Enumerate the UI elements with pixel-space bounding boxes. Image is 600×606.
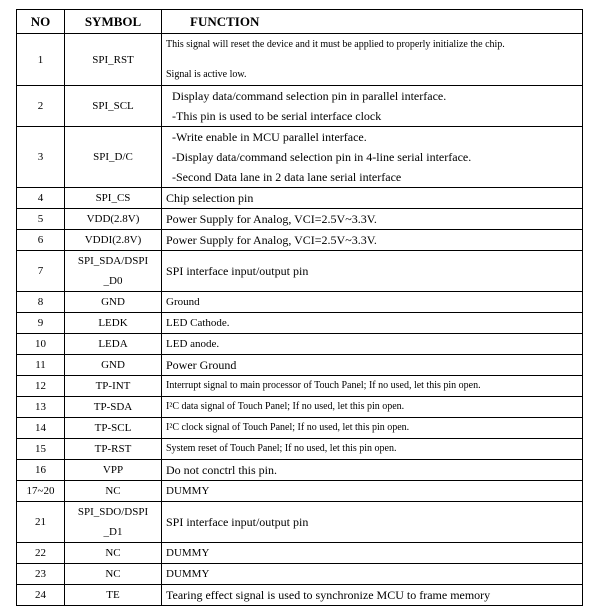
pin-symbol: NC: [65, 543, 162, 564]
table-row: [17, 418, 583, 439]
symbol-line: SPI_SDA/DSPI: [77, 255, 149, 267]
pin-function: [162, 292, 583, 313]
pin-symbol: VPP: [65, 460, 162, 481]
function-line: Do not conctrl this pin.: [166, 463, 277, 477]
function-line: -Display data/command selection pin in 4-line serial interface.: [172, 150, 472, 164]
function-line: I²C data signal of Touch Panel; If no used, let this pin open.: [166, 401, 405, 412]
pin-function: [162, 585, 583, 606]
header-function: FUNCTION: [162, 10, 583, 34]
pin-function: [162, 34, 583, 86]
pin-number: 23: [17, 564, 65, 585]
function-line: Tearing effect signal is used to synchronize MCU to frame memory: [166, 588, 491, 602]
header-row: [17, 10, 583, 34]
pin-function: [162, 543, 583, 564]
pin-number: 7: [17, 251, 65, 292]
symbol-line: _D0: [103, 275, 123, 287]
pin-function: [162, 502, 583, 543]
header-no: NO: [17, 10, 65, 34]
pin-symbol: TP-RST: [65, 439, 162, 460]
table-row: [17, 292, 583, 313]
function-line: Power Supply for Analog, VCI=2.5V~3.3V.: [166, 233, 377, 247]
table-row: [17, 34, 583, 86]
pin-symbol: [65, 251, 162, 292]
symbol-line: SPI_SDO/DSPI: [77, 506, 149, 518]
table-row: [17, 209, 583, 230]
pin-function: [162, 313, 583, 334]
function-line: DUMMY: [166, 485, 210, 497]
pin-symbol: TP-INT: [65, 376, 162, 397]
pin-symbol: VDDI(2.8V): [65, 230, 162, 251]
table-row: [17, 251, 583, 292]
table-row: [17, 355, 583, 376]
pin-symbol: TP-SCL: [65, 418, 162, 439]
function-line: Display data/command selection pin in parallel interface.: [172, 89, 447, 103]
table-row: [17, 585, 583, 606]
pin-symbol: NC: [65, 564, 162, 585]
function-line: Power Ground: [166, 358, 237, 372]
pin-symbol: TP-SDA: [65, 397, 162, 418]
table-row: [17, 86, 583, 127]
pin-number: 13: [17, 397, 65, 418]
function-line: -Second Data lane in 2 data lane serial interface: [172, 170, 402, 184]
function-line: -Write enable in MCU parallel interface.: [172, 130, 367, 144]
pin-symbol: TE: [65, 585, 162, 606]
table-row: [17, 230, 583, 251]
table-row: [17, 481, 583, 502]
pin-function: [162, 188, 583, 209]
pin-symbol: GND: [65, 355, 162, 376]
pin-number: 10: [17, 334, 65, 355]
function-line: Chip selection pin: [166, 191, 254, 205]
pin-number: 2: [17, 86, 65, 127]
table-row: [17, 564, 583, 585]
function-line: This signal will reset the device and it must be applied to properly initialize the chip.: [166, 38, 505, 50]
table-row: [17, 502, 583, 543]
pin-symbol: SPI_SCL: [65, 86, 162, 127]
table-row: [17, 334, 583, 355]
pin-number: 8: [17, 292, 65, 313]
table-row: [17, 543, 583, 564]
pin-function: [162, 209, 583, 230]
pin-function: [162, 460, 583, 481]
table-row: [17, 460, 583, 481]
pin-number: 4: [17, 188, 65, 209]
pin-number: 3: [17, 127, 65, 188]
pin-function: [162, 334, 583, 355]
pin-number: 14: [17, 418, 65, 439]
pin-function: [162, 397, 583, 418]
function-line: Ground: [166, 296, 200, 308]
pin-function: [162, 418, 583, 439]
pin-symbol: [65, 502, 162, 543]
pin-symbol: SPI_D/C: [65, 127, 162, 188]
pin-function: [162, 481, 583, 502]
pin-number: 11: [17, 355, 65, 376]
pin-number: 21: [17, 502, 65, 543]
pin-number: 16: [17, 460, 65, 481]
pin-symbol: VDD(2.8V): [65, 209, 162, 230]
symbol-line: _D1: [103, 526, 123, 538]
pin-number: 1: [17, 34, 65, 86]
function-line: System reset of Touch Panel; If no used, let this pin open.: [166, 443, 397, 454]
function-line: I²C clock signal of Touch Panel; If no used, let this pin open.: [166, 422, 410, 433]
function-line: LED anode.: [166, 338, 220, 350]
pin-symbol: LEDA: [65, 334, 162, 355]
pin-function: [162, 376, 583, 397]
pin-function: [162, 127, 583, 188]
table-row: [17, 376, 583, 397]
pin-function: [162, 86, 583, 127]
pin-function: [162, 251, 583, 292]
pin-symbol: NC: [65, 481, 162, 502]
pin-function: [162, 230, 583, 251]
pin-number: 9: [17, 313, 65, 334]
function-line: DUMMY: [166, 568, 210, 580]
table-row: [17, 127, 583, 188]
pin-number: 22: [17, 543, 65, 564]
pin-function: [162, 439, 583, 460]
pin-symbol: GND: [65, 292, 162, 313]
pin-number: 12: [17, 376, 65, 397]
pin-function: [162, 355, 583, 376]
function-line: DUMMY: [166, 547, 210, 559]
pin-number: 15: [17, 439, 65, 460]
pin-symbol: SPI_RST: [65, 34, 162, 86]
pin-number: 6: [17, 230, 65, 251]
function-line: Power Supply for Analog, VCI=2.5V~3.3V.: [166, 212, 377, 226]
table-row: [17, 188, 583, 209]
pin-symbol: SPI_CS: [65, 188, 162, 209]
function-line: SPI interface input/output pin: [166, 264, 309, 278]
function-line: Interrupt signal to main processor of Touch Panel; If no used, let this pin open.: [166, 380, 481, 391]
function-line: Signal is active low.: [166, 68, 247, 80]
pin-function: [162, 564, 583, 585]
pin-definition-table: [16, 9, 583, 606]
table-row: [17, 439, 583, 460]
function-line: SPI interface input/output pin: [166, 515, 309, 529]
pin-symbol: LEDK: [65, 313, 162, 334]
pin-number: 24: [17, 585, 65, 606]
table-row: [17, 313, 583, 334]
function-line: LED Cathode.: [166, 317, 230, 329]
table-row: [17, 397, 583, 418]
pin-number: 17~20: [17, 481, 65, 502]
function-line: -This pin is used to be serial interface clock: [172, 109, 382, 123]
pin-number: 5: [17, 209, 65, 230]
header-symbol: SYMBOL: [65, 10, 162, 34]
